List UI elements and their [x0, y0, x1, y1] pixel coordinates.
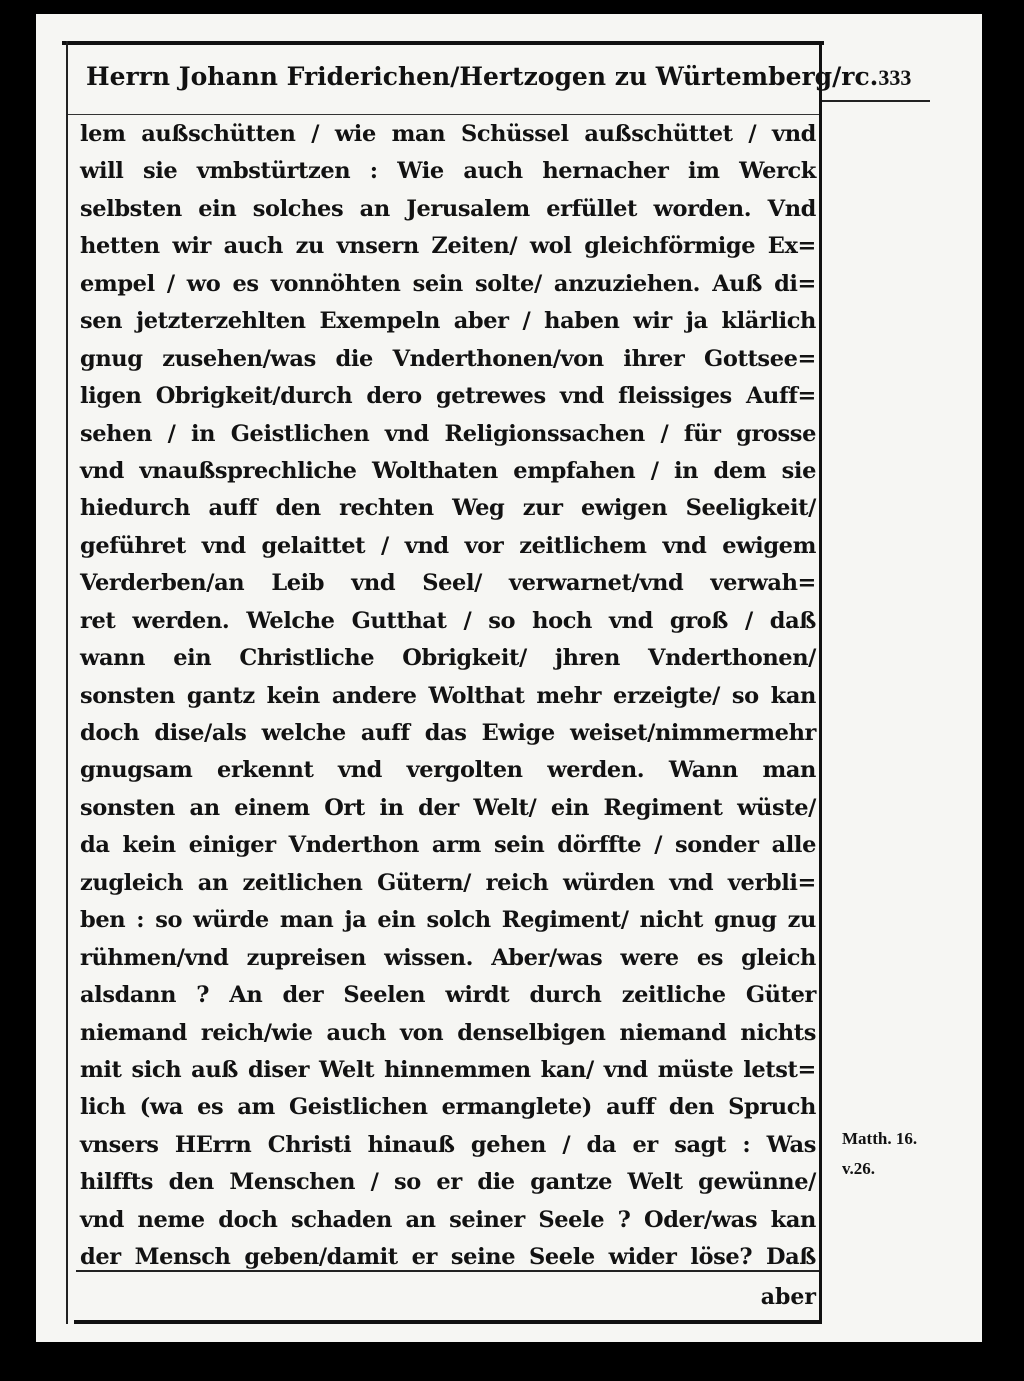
text-line: wann ein Christliche Obrigkeit/ jhren Vnderthonen/: [80, 645, 816, 672]
text-line: ben : so würde man ja ein solch Regiment/ nicht gnug zu: [80, 907, 816, 934]
page-frame-right-rule: [819, 41, 822, 1324]
body-text: [80, 116, 816, 1277]
header-divider: [68, 114, 819, 115]
text-line: rühmen/vnd zupreisen wissen. Aber/was were es gleich: [80, 944, 816, 971]
text-line: geführet vnd gelaittet / vnd vor zeitlichem vnd ewigem: [80, 532, 816, 559]
text-line: doch dise/als welche auff das Ewige weiset/nimmermehr: [80, 720, 816, 746]
text-line: sonsten gantz kein andere Wolthat mehr erzeigte/ so kan: [80, 682, 816, 709]
text-line: alsdann ? An der Seelen wirdt durch zeitliche Güter: [80, 982, 816, 1009]
running-head: [86, 62, 912, 102]
text-line: ret werden. Welche Gutthat / so hoch vnd groß / daß: [80, 607, 816, 634]
marginal-note-reference: Matth. 16.: [842, 1129, 918, 1148]
text-line: Verderben/an Leib vnd Seel/ verwarnet/vnd verwah=: [80, 570, 816, 597]
text-line: niemand reich/wie auch von denselbigen niemand nichts: [80, 1019, 816, 1046]
text-line: lich (wa es am Geistlichen ermanglete) auff den Spruch: [80, 1094, 816, 1121]
text-line: vnd vnaußsprechliche Wolthaten empfahen / in dem sie: [80, 457, 816, 484]
page-frame-left-rule: [66, 41, 68, 1324]
running-title: Herrn Johann Friderichen/Hertzogen zu Würtemberg/rc.: [86, 62, 879, 91]
margin-column-rule: [822, 100, 930, 102]
text-line: mit sich auß diser Welt hinnemmen kan/ vnd müste letst=: [80, 1056, 816, 1083]
text-line: ligen Obrigkeit/durch dero getrewes vnd fleissiges Auff=: [80, 383, 816, 410]
text-line: hiedurch auff den rechten Weg zur ewigen Seeligkeit/: [80, 495, 816, 522]
text-line: selbsten ein solches an Jerusalem erfüllet worden. Vnd: [80, 195, 816, 222]
marginal-note-verse: v.26.: [842, 1159, 876, 1178]
catchword: aber: [760, 1284, 816, 1310]
text-line: zugleich an zeitlichen Gütern/ reich würden vnd verbli=: [80, 869, 816, 896]
page-frame-top-rule: [62, 41, 824, 45]
text-line: da kein einiger Vnderthon arm sein dörffte / sonder alle: [80, 832, 816, 859]
text-line: will sie vmbstürtzen : Wie auch hernacher im Werck: [80, 158, 816, 185]
text-line: lem außschütten / wie man Schüssel außschüttet / vnd: [80, 121, 816, 147]
text-line: gnugsam erkennt vnd vergolten werden. Wann man: [80, 757, 816, 784]
text-line: hetten wir auch zu vnsern Zeiten/ wol gleichförmige Ex=: [80, 233, 816, 260]
page-frame-bottom-rule: [74, 1320, 822, 1324]
text-line: gnug zusehen/was die Vnderthonen/von ihrer Gottsee=: [80, 345, 816, 372]
page-number: 333: [878, 65, 912, 90]
text-line: hilffts den Menschen / so er die gantze Welt gewünne/: [80, 1169, 816, 1196]
text-line: sehen / in Geistlichen vnd Religionssachen / für grosse: [80, 420, 816, 447]
text-line: vnd neme doch schaden an seiner Seele ? Oder/was kan: [80, 1206, 816, 1233]
text-line: sen jetzterzehlten Exempeln aber / haben wir ja klärlich: [80, 308, 816, 335]
text-line: sonsten an einem Ort in der Welt/ ein Regiment wüste/: [80, 794, 816, 821]
text-line: vnsers HErrn Christi hinauß gehen / da er sagt : Was: [80, 1131, 816, 1158]
text-line: empel / wo es vonnöhten sein solte/ anzuziehen. Auß di=: [80, 270, 816, 297]
marginal-note: [842, 1124, 938, 1184]
text-line: der Mensch geben/damit er seine Seele wider löse? Daß: [80, 1244, 816, 1271]
